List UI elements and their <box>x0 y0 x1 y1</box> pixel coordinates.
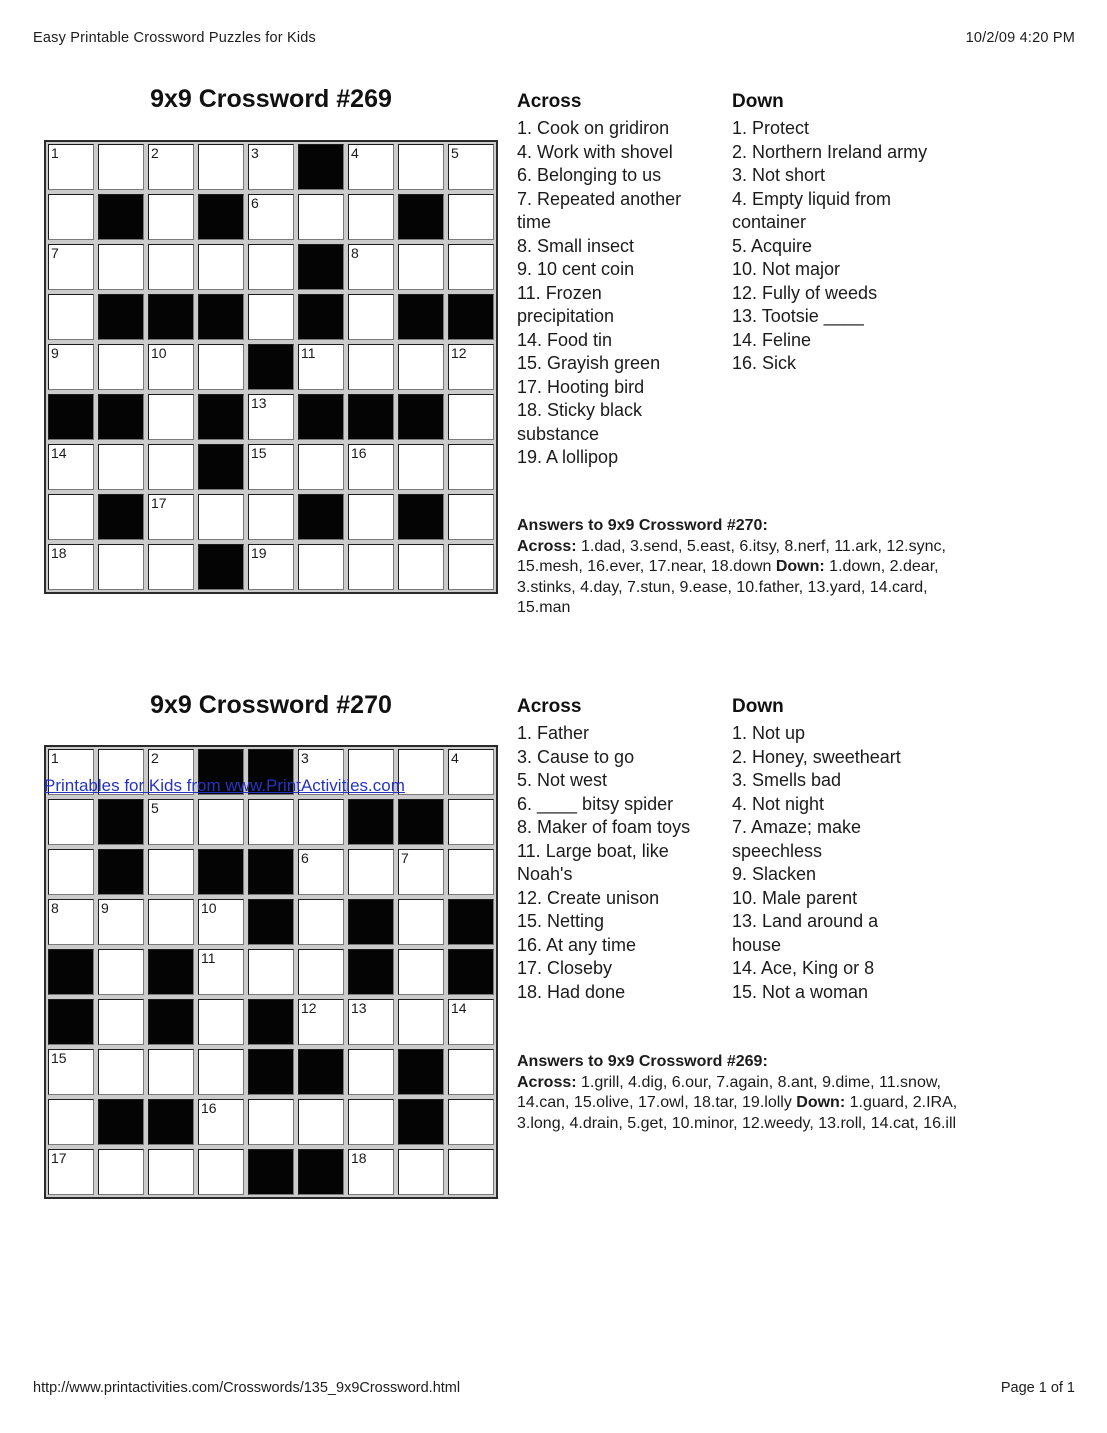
grid-cell <box>198 1149 244 1195</box>
cell-number: 2 <box>151 750 159 766</box>
cell-number: 10 <box>201 900 217 916</box>
grid-cell <box>148 899 194 945</box>
grid-cell <box>48 544 94 590</box>
print-footer-page-number: Page 1 of 1 <box>1000 1380 1075 1396</box>
clue: 6. ____ bitsy spider <box>517 793 674 814</box>
grid-cell <box>48 1149 94 1195</box>
grid-cell <box>398 444 444 490</box>
grid-cell <box>248 194 294 240</box>
grid-cell <box>98 244 144 290</box>
grid-cell <box>148 144 194 190</box>
cell-number: 5 <box>451 145 459 161</box>
answers-across-values: 1.dad, 3.send, 5.east, 6.itsy, 8.nerf, 11.ark, 12.sync, 15.mesh, 16.ever, 17.near, 18.down <box>517 537 946 575</box>
grid-cell <box>298 544 344 590</box>
grid-cell <box>298 799 344 845</box>
down-header: Down <box>732 91 784 112</box>
grid-cell <box>198 144 244 190</box>
cell-number: 4 <box>351 145 359 161</box>
grid-cell <box>98 544 144 590</box>
grid-cell-black <box>298 494 344 540</box>
clue: container <box>732 212 807 232</box>
clue: 9. Slacken <box>732 864 817 884</box>
grid-cell-black <box>198 294 244 340</box>
cell-number: 13 <box>251 395 267 411</box>
grid-cell-black <box>98 1099 144 1145</box>
cell-number: 18 <box>351 1150 367 1166</box>
grid-cell <box>48 244 94 290</box>
grid-cell <box>398 999 444 1045</box>
grid-cell <box>248 394 294 440</box>
grid-cell <box>398 949 444 995</box>
grid-cell <box>248 144 294 190</box>
cell-number: 19 <box>251 545 267 561</box>
grid-cell <box>298 444 344 490</box>
clue: 3. Smells bad <box>732 770 842 790</box>
clue: 4. Not night <box>732 793 825 814</box>
clue: 5. Acquire <box>732 235 813 256</box>
grid-cell <box>198 899 244 945</box>
grid-cell <box>348 849 394 895</box>
clue: house <box>732 934 782 955</box>
grid-cell <box>298 344 344 390</box>
grid-cell-black <box>248 1049 294 1095</box>
clue: 14. Feline <box>732 329 812 350</box>
grid-cell <box>248 444 294 490</box>
grid-cell <box>398 144 444 190</box>
answers-block <box>517 516 973 619</box>
clue: 10. Not major <box>732 259 841 279</box>
clue: precipitation <box>517 306 615 326</box>
crossword-grid <box>44 140 498 594</box>
answers-block <box>517 1052 977 1134</box>
clue: 4. Empty liquid from <box>732 188 892 209</box>
grid-cell <box>248 1099 294 1145</box>
grid-cell <box>348 144 394 190</box>
cell-number: 3 <box>301 750 309 766</box>
cell-number: 9 <box>101 900 109 916</box>
clue: 18. Sticky black <box>517 400 643 420</box>
cell-number: 1 <box>51 145 59 161</box>
grid-cell-black <box>298 144 344 190</box>
cell-number: 6 <box>301 850 309 866</box>
grid-cell <box>98 344 144 390</box>
cell-number: 16 <box>351 445 367 461</box>
grid-cell <box>98 899 144 945</box>
clue: 13. Tootsie ____ <box>732 306 864 326</box>
grid-cell-black <box>98 394 144 440</box>
grid-cell <box>48 494 94 540</box>
grid-cell <box>298 949 344 995</box>
grid-cell-black <box>298 394 344 440</box>
grid-cell <box>448 849 494 895</box>
grid-cell-black <box>148 999 194 1045</box>
clue: 15. Not a woman <box>732 981 869 1002</box>
grid-cell-black <box>198 394 244 440</box>
grid-cell-black <box>98 294 144 340</box>
puzzle-title: 9x9 Crossword #269 <box>150 85 392 113</box>
grid-cell <box>98 144 144 190</box>
grid-cell <box>148 1049 194 1095</box>
down-clues <box>732 695 901 1004</box>
grid-cell <box>348 1049 394 1095</box>
grid-cell-black <box>348 394 394 440</box>
grid-cell-black <box>398 799 444 845</box>
clue: substance <box>517 423 600 444</box>
grid-cell <box>198 244 244 290</box>
grid-cell <box>298 849 344 895</box>
clue: Noah's <box>517 864 573 884</box>
cell-number: 14 <box>451 1000 467 1016</box>
grid-cell-black <box>448 899 494 945</box>
grid-cell <box>398 749 444 795</box>
grid-cell <box>448 144 494 190</box>
cell-number: 12 <box>451 345 467 361</box>
cell-number: 3 <box>251 145 259 161</box>
grid-cell <box>298 999 344 1045</box>
cell-number: 17 <box>151 495 167 511</box>
grid-cell-black <box>398 1049 444 1095</box>
grid-cell <box>348 1149 394 1195</box>
grid-cell <box>348 1099 394 1145</box>
grid-cell <box>98 1149 144 1195</box>
clue: 1. Protect <box>732 118 810 138</box>
clue: 12. Create unison <box>517 887 660 908</box>
across-clues <box>517 695 690 1004</box>
down-clues <box>732 90 927 376</box>
cell-number: 13 <box>351 1000 367 1016</box>
cell-number: 8 <box>51 900 59 916</box>
grid-cell <box>98 999 144 1045</box>
crossword-grid <box>44 745 498 1199</box>
cell-number: 17 <box>51 1150 67 1166</box>
answers-heading: Answers to 9x9 Crossword #269: <box>517 1053 768 1070</box>
grid-cell <box>448 544 494 590</box>
grid-cell-black <box>348 899 394 945</box>
grid-cell <box>348 294 394 340</box>
grid-cell-black <box>198 444 244 490</box>
grid-cell <box>398 849 444 895</box>
grid-cell <box>48 799 94 845</box>
grid-cell-black <box>398 194 444 240</box>
clue: 13. Land around a <box>732 911 879 931</box>
cell-number: 11 <box>301 345 316 361</box>
grid-cell-black <box>248 999 294 1045</box>
cell-number: 18 <box>51 545 67 561</box>
clue: 7. Repeated another <box>517 188 682 209</box>
grid-cell <box>198 949 244 995</box>
grid-cell <box>348 544 394 590</box>
clue: 19. A lollipop <box>517 447 619 467</box>
grid-cell-black <box>48 949 94 995</box>
clue: 14. Ace, King or 8 <box>732 958 875 978</box>
grid-cell-black <box>448 294 494 340</box>
grid-cell <box>348 999 394 1045</box>
grid-cell-black <box>198 194 244 240</box>
grid-cell-black <box>448 949 494 995</box>
grid-cell-black <box>98 194 144 240</box>
grid-cell <box>448 394 494 440</box>
grid-cell <box>148 494 194 540</box>
clue: 1. Father <box>517 723 590 743</box>
grid-cell <box>148 194 194 240</box>
grid-cell-black <box>348 799 394 845</box>
clue: 15. Netting <box>517 911 605 931</box>
down-header: Down <box>732 696 784 717</box>
clue: 9. 10 cent coin <box>517 259 635 279</box>
grid-cell <box>448 1149 494 1195</box>
cell-number: 5 <box>151 800 159 816</box>
grid-cell <box>198 999 244 1045</box>
clue: 3. Cause to go <box>517 746 635 767</box>
clue: 12. Fully of weeds <box>732 282 878 303</box>
grid-cell <box>148 799 194 845</box>
grid-cell <box>48 444 94 490</box>
grid-cell-black <box>148 949 194 995</box>
answers-across-label: Across: <box>517 537 577 555</box>
grid-cell <box>98 1049 144 1095</box>
clue: 18. Had done <box>517 981 626 1002</box>
grid-cell <box>348 194 394 240</box>
cell-number: 10 <box>151 345 167 361</box>
grid-cell <box>248 244 294 290</box>
cell-number: 16 <box>201 1100 217 1116</box>
grid-cell <box>398 899 444 945</box>
grid-cell-black <box>48 394 94 440</box>
clue: time <box>517 212 552 232</box>
clue: 10. Male parent <box>732 887 858 908</box>
cell-number: 4 <box>451 750 459 766</box>
grid-cell-black <box>248 899 294 945</box>
grid-cell-black <box>398 294 444 340</box>
grid-cell <box>198 1049 244 1095</box>
grid-cell <box>148 344 194 390</box>
grid-cell-black <box>248 1149 294 1195</box>
grid-cell <box>148 544 194 590</box>
printactivities-link[interactable]: Printables for Kids from www.PrintActivities.com <box>44 776 405 795</box>
grid-cell <box>348 494 394 540</box>
answers-down-label: Down: <box>796 1094 846 1111</box>
clue: 2. Northern Ireland army <box>732 141 928 162</box>
grid-cell <box>98 949 144 995</box>
cell-number: 15 <box>51 1050 67 1066</box>
grid-cell-black <box>398 394 444 440</box>
across-header: Across <box>517 91 582 112</box>
grid-cell <box>148 394 194 440</box>
grid-cell <box>48 294 94 340</box>
grid-cell <box>198 344 244 390</box>
grid-cell-black <box>348 949 394 995</box>
grid-cell <box>48 194 94 240</box>
grid-cell <box>148 244 194 290</box>
across-clue-list <box>517 117 681 470</box>
clue: 14. Food tin <box>517 329 613 350</box>
clue: 6. Belonging to us <box>517 165 662 185</box>
grid-cell <box>48 1049 94 1095</box>
grid-cell <box>398 344 444 390</box>
cell-number: 12 <box>301 1000 317 1016</box>
grid-cell-black <box>48 999 94 1045</box>
grid-cell-black <box>398 494 444 540</box>
grid-cell-black <box>398 1099 444 1145</box>
clue: 11. Large boat, like <box>517 840 669 861</box>
grid-cell-black <box>248 849 294 895</box>
clue: 17. Hooting bird <box>517 376 645 397</box>
grid-cell <box>48 899 94 945</box>
cell-number: 9 <box>51 345 59 361</box>
print-footer-url: http://www.printactivities.com/Crosswords/135_9x9Crossword.html <box>33 1380 461 1396</box>
clue: 1. Cook on gridiron <box>517 118 670 138</box>
grid-cell <box>448 244 494 290</box>
grid-cell <box>298 194 344 240</box>
grid-cell <box>398 544 444 590</box>
cell-number: 15 <box>251 445 267 461</box>
answers-down-values: 1.guard, 2.IRA, 3.long, 4.drain, 5.get, 10.minor, 12.weedy, 13.roll, 14.cat, 16.ill <box>517 1094 958 1132</box>
clue: 17. Closeby <box>517 958 613 978</box>
grid-cell-black <box>148 294 194 340</box>
cell-number: 8 <box>351 245 359 261</box>
clue: 8. Small insect <box>517 235 635 256</box>
grid-cell <box>348 344 394 390</box>
grid-cell <box>448 494 494 540</box>
grid-cell <box>148 1149 194 1195</box>
answers-heading: Answers to 9x9 Crossword #270: <box>517 517 768 534</box>
across-clue-list <box>517 722 690 1004</box>
grid-cell <box>448 799 494 845</box>
grid-cell <box>48 144 94 190</box>
clue: 2. Honey, sweetheart <box>732 746 901 767</box>
clue: 7. Amaze; make <box>732 817 862 837</box>
across-header: Across <box>517 696 582 717</box>
grid-cell <box>48 1099 94 1145</box>
print-header-datetime: 10/2/09 4:20 PM <box>965 30 1075 46</box>
grid-cell <box>48 849 94 895</box>
clue: 16. At any time <box>517 934 637 955</box>
grid-cell <box>248 799 294 845</box>
grid-cell <box>448 344 494 390</box>
grid-cell <box>248 949 294 995</box>
cell-number: 11 <box>201 950 216 966</box>
grid-cell <box>48 344 94 390</box>
grid-cell <box>448 1049 494 1095</box>
grid-cell <box>298 899 344 945</box>
cell-number: 1 <box>51 750 59 766</box>
cell-number: 7 <box>401 850 409 866</box>
clue: 1. Not up <box>732 723 806 743</box>
grid-cell <box>198 1099 244 1145</box>
grid-cell-black <box>98 494 144 540</box>
grid-cell <box>448 194 494 240</box>
down-clue-list <box>732 117 927 376</box>
grid-cell-black <box>98 799 144 845</box>
grid-cell <box>448 749 494 795</box>
grid-cell <box>398 1149 444 1195</box>
clue: 5. Not west <box>517 770 608 790</box>
grid-cell <box>98 444 144 490</box>
grid-cell-black <box>98 849 144 895</box>
answers-down-values: 1.down, 2.dear, 3.stinks, 4.day, 7.stun, 9.ease, 10.father, 13.yard, 14.card, 15.man <box>517 558 939 616</box>
grid-cell-black <box>298 294 344 340</box>
cell-number: 2 <box>151 145 159 161</box>
grid-cell <box>348 444 394 490</box>
grid-cell-black <box>298 1049 344 1095</box>
grid-cell-black <box>248 344 294 390</box>
grid-cell <box>148 849 194 895</box>
grid-cell <box>298 1099 344 1145</box>
answers-across-label: Across: <box>517 1073 577 1091</box>
grid-cell <box>248 494 294 540</box>
answers-text <box>517 1073 977 1135</box>
clue: 8. Maker of foam toys <box>517 817 691 837</box>
grid-cell-black <box>198 849 244 895</box>
clue: 11. Frozen <box>517 282 602 303</box>
grid-cell <box>248 544 294 590</box>
puzzle-title: 9x9 Crossword #270 <box>150 691 392 719</box>
grid-cell <box>348 244 394 290</box>
clue: 15. Grayish green <box>517 353 661 373</box>
grid-cell <box>148 444 194 490</box>
cell-number: 14 <box>51 445 67 461</box>
cell-number: 6 <box>251 195 259 211</box>
grid-cell <box>198 494 244 540</box>
down-clue-list <box>732 722 901 1004</box>
clue: 16. Sick <box>732 353 797 373</box>
grid-cell <box>448 1099 494 1145</box>
grid-cell-black <box>198 544 244 590</box>
clue: 3. Not short <box>732 165 826 185</box>
grid-cell-black <box>148 1099 194 1145</box>
answers-text <box>517 537 973 619</box>
clue: 4. Work with shovel <box>517 141 673 162</box>
grid-cell <box>248 294 294 340</box>
grid-cell <box>448 444 494 490</box>
grid-cell-black <box>298 244 344 290</box>
grid-cell-black <box>298 1149 344 1195</box>
print-header-title: Easy Printable Crossword Puzzles for Kids <box>33 30 316 46</box>
grid-cell <box>198 799 244 845</box>
answers-across-values: 1.grill, 4.dig, 6.our, 7.again, 8.ant, 9.dime, 11.snow, 14.can, 15.olive, 17.owl, 18.tar, 19.lolly <box>517 1073 941 1111</box>
answers-down-label: Down: <box>775 558 825 575</box>
across-clues <box>517 90 681 470</box>
grid-cell <box>448 999 494 1045</box>
clue: speechless <box>732 840 823 861</box>
grid-cell <box>398 244 444 290</box>
cell-number: 7 <box>51 245 59 261</box>
